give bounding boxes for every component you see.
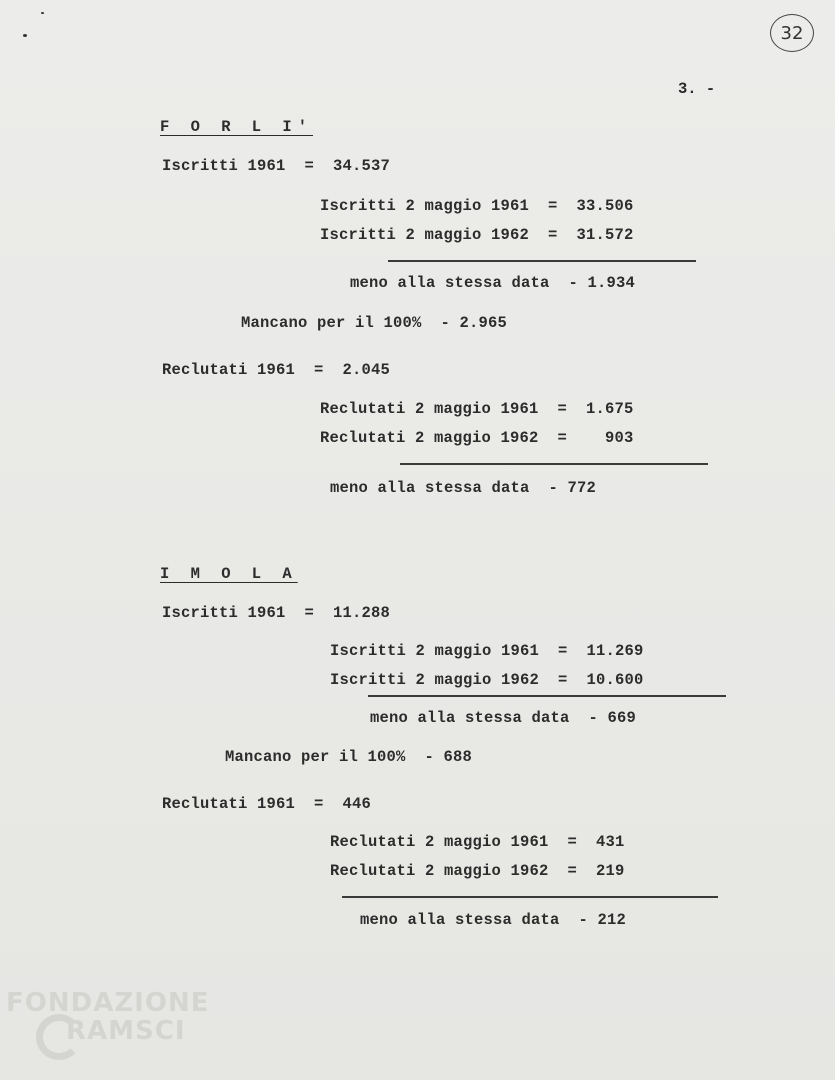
forli-iscritti-total: Iscritti 1961 = 34.537 bbox=[162, 157, 391, 175]
imola-reclutati-rule bbox=[342, 896, 718, 898]
forli-reclutati-1962: Reclutati 2 maggio 1962 = 903 bbox=[320, 429, 634, 447]
section-heading-imola: I M O L A bbox=[160, 565, 298, 583]
imola-iscritti-rule bbox=[368, 695, 726, 697]
imola-reclutati-total: Reclutati 1961 = 446 bbox=[162, 795, 372, 813]
forli-reclutati-diff: meno alla stessa data - 772 bbox=[330, 479, 597, 497]
imola-iscritti-1962: Iscritti 2 maggio 1962 = 10.600 bbox=[330, 671, 644, 689]
forli-iscritti-diff: meno alla stessa data - 1.934 bbox=[350, 274, 636, 292]
forli-mancano: Mancano per il 100% - 2.965 bbox=[241, 314, 508, 332]
imola-iscritti-total: Iscritti 1961 = 11.288 bbox=[162, 604, 391, 622]
fondazione-gramsci-watermark bbox=[6, 988, 210, 1068]
ink-speck bbox=[23, 34, 27, 37]
section-heading-forli: F O R L I' bbox=[160, 118, 314, 136]
forli-reclutati-rule bbox=[400, 463, 708, 465]
imola-iscritti-diff: meno alla stessa data - 669 bbox=[370, 709, 637, 727]
forli-iscritti-1961: Iscritti 2 maggio 1961 = 33.506 bbox=[320, 197, 634, 215]
imola-mancano: Mancano per il 100% - 688 bbox=[225, 748, 473, 766]
ink-speck bbox=[41, 12, 44, 14]
imola-iscritti-1961: Iscritti 2 maggio 1961 = 11.269 bbox=[330, 642, 644, 660]
forli-reclutati-1961: Reclutati 2 maggio 1961 = 1.675 bbox=[320, 400, 634, 418]
archive-number: 32 bbox=[780, 22, 804, 44]
forli-reclutati-total: Reclutati 1961 = 2.045 bbox=[162, 361, 391, 379]
imola-reclutati-1961: Reclutati 2 maggio 1961 = 431 bbox=[330, 833, 625, 851]
archive-number-stamp bbox=[770, 14, 814, 52]
imola-reclutati-1962: Reclutati 2 maggio 1962 = 219 bbox=[330, 862, 625, 880]
watermark-line-1: FONDAZIONE bbox=[6, 988, 210, 1018]
forli-iscritti-rule bbox=[388, 260, 696, 262]
watermark-line-2: RAMSCI bbox=[66, 1016, 186, 1046]
imola-reclutati-diff: meno alla stessa data - 212 bbox=[360, 911, 627, 929]
page-number: 3. - bbox=[678, 80, 716, 98]
forli-iscritti-1962: Iscritti 2 maggio 1962 = 31.572 bbox=[320, 226, 634, 244]
